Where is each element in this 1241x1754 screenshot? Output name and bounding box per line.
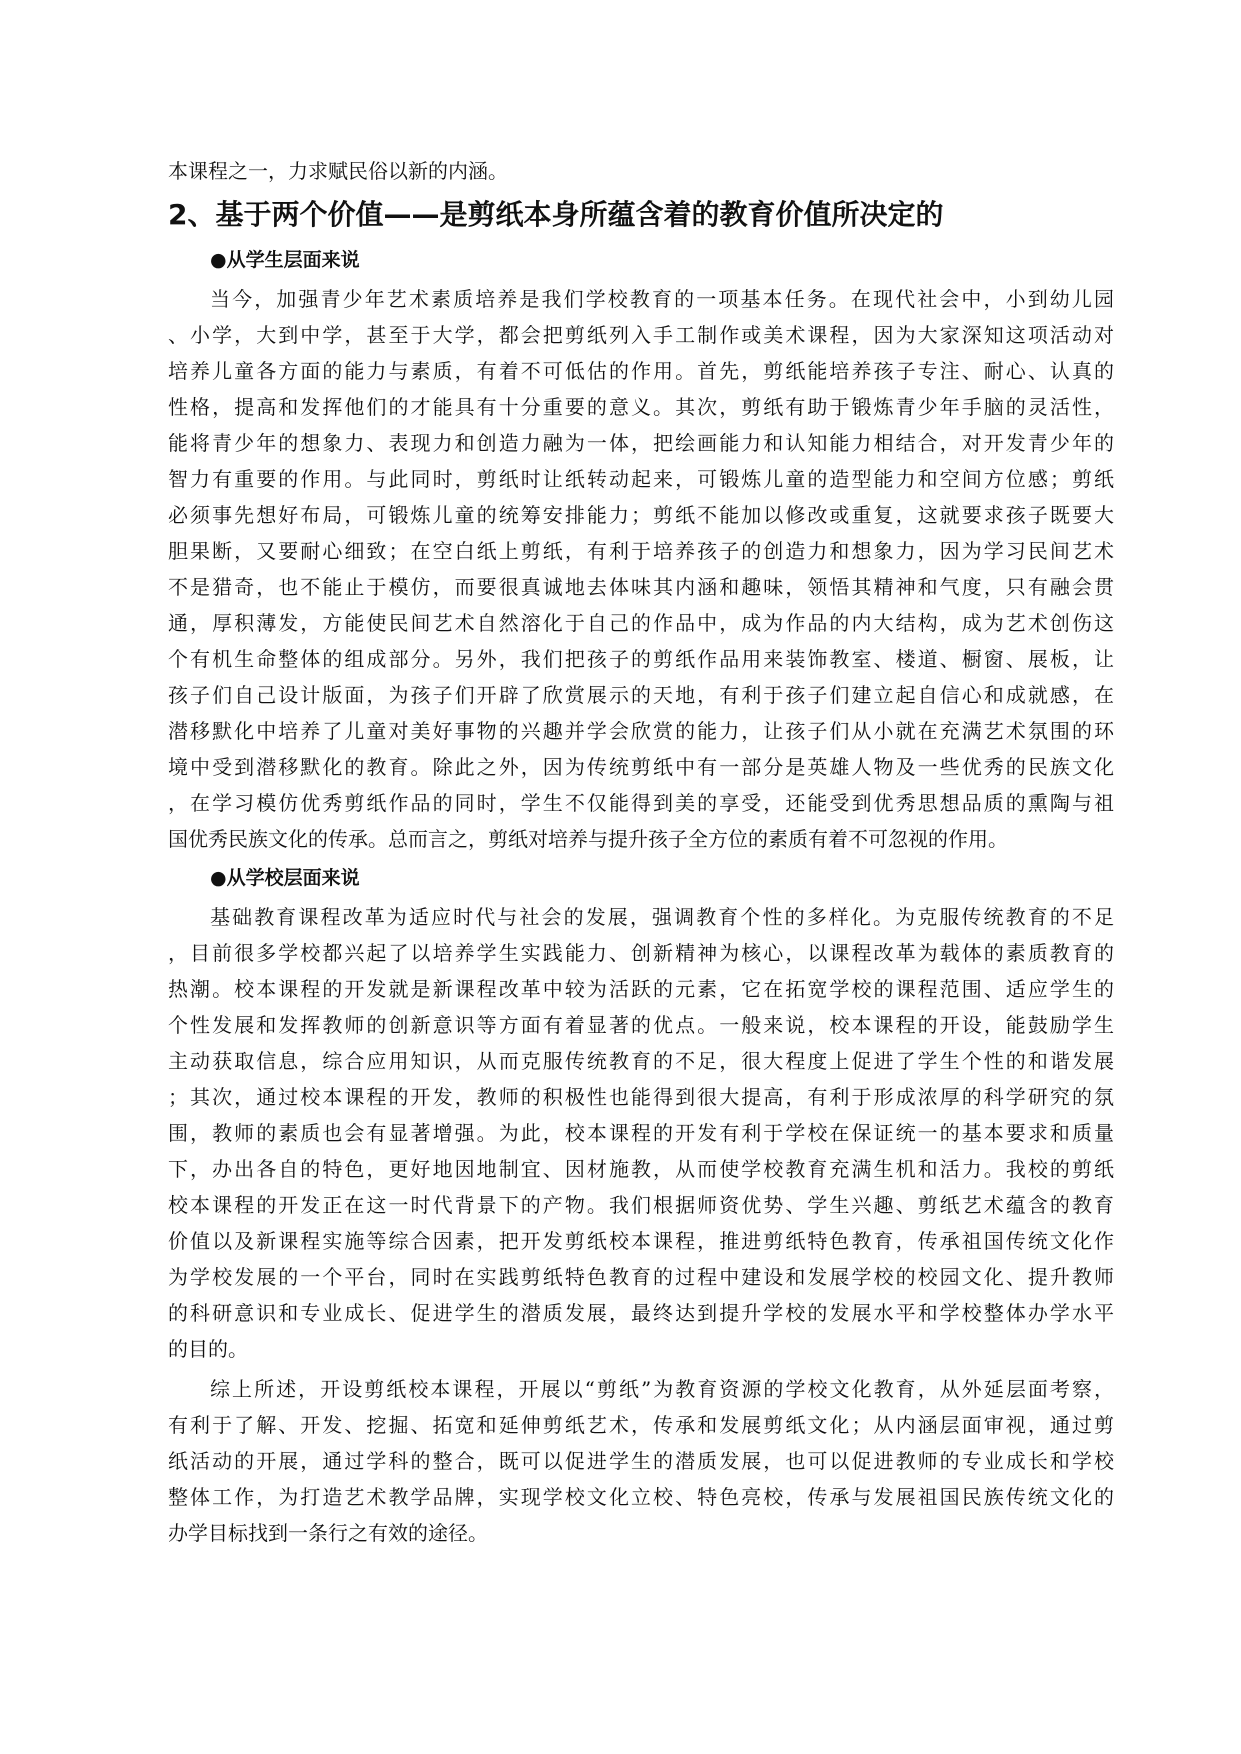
text-line: 热潮。校本课程的开发就是新课程改革中较为活跃的元素，它在拓宽学校的课程范围、适应学生的 <box>168 977 1114 1001</box>
text-line: 智力有重要的作用。与此同时，剪纸时让纸转动起来，可锻炼儿童的造型能力和空间方位感；剪纸 <box>168 467 1114 491</box>
paragraph-school <box>168 899 1114 1367</box>
text-line: 围，教师的素质也会有显著增强。为此，校本课程的开发有利于学校在保证统一的基本要求和质量 <box>168 1121 1114 1145</box>
text-line: 国优秀民族文化的传承。总而言之，剪纸对培养与提升孩子全方位的素质有着不可忽视的作用。 <box>168 827 1008 851</box>
text-line: 培养儿童各方面的能力与素质，有着不可低估的作用。首先，剪纸能培养孩子专注、耐心、认真的 <box>168 359 1114 383</box>
text-line: 综上所述，开设剪纸校本课程，开展以“剪纸”为教育资源的学校文化教育，从外延层面考察， <box>210 1377 1114 1401</box>
text-line: 孩子们自己设计版面，为孩子们开辟了欣赏展示的天地，有利于孩子们建立起自信心和成就感，在 <box>168 683 1114 707</box>
text-line: 校本课程的开发正在这一时代背景下的产物。我们根据师资优势、学生兴趣、剪纸艺术蕴含的教育 <box>168 1193 1114 1217</box>
subhead-school: ●从学校层面来说 <box>210 867 360 889</box>
text-line: 能将青少年的想象力、表现力和创造力融为一体，把绘画能力和认知能力相结合，对开发青少年的 <box>168 431 1114 455</box>
text-line: 必须事先想好布局，可锻炼儿童的统筹安排能力；剪纸不能加以修改或重复，这就要求孩子既要大 <box>168 503 1114 527</box>
text-line: 性格，提高和发挥他们的才能具有十分重要的意义。其次，剪纸有助于锻炼青少年手脑的灵活性， <box>168 395 1114 419</box>
text-line: 境中受到潜移默化的教育。除此之外，因为传统剪纸中有一部分是英雄人物及一些优秀的民族文化 <box>168 755 1114 779</box>
document-body <box>168 153 1114 1555</box>
text-line: 纸活动的开展，通过学科的整合，既可以促进学生的潜质发展，也可以促进教师的专业成长和学校 <box>168 1449 1114 1473</box>
text-line: 个性发展和发挥教师的创新意识等方面有着显著的优点。一般来说，校本课程的开设，能鼓励学生 <box>168 1013 1114 1037</box>
text-line: 基础教育课程改革为适应时代与社会的发展，强调教育个性的多样化。为克服传统教育的不足 <box>210 905 1114 929</box>
text-line: 胆果断，又要耐心细致；在空白纸上剪纸，有利于培养孩子的创造力和想象力，因为学习民间艺术 <box>168 539 1114 563</box>
subhead-student: ●从学生层面来说 <box>210 249 360 271</box>
paragraph-student <box>168 281 1114 857</box>
text-line: 当今，加强青少年艺术素质培养是我们学校教育的一项基本任务。在现代社会中，小到幼儿园 <box>210 287 1114 311</box>
text-line: ；其次，通过校本课程的开发，教师的积极性也能得到很大提高，有利于形成浓厚的科学研究的氛 <box>168 1085 1114 1109</box>
text-line: 潜移默化中培养了儿童对美好事物的兴趣并学会欣赏的能力，让孩子们从小就在充满艺术氛围的环 <box>168 719 1114 743</box>
text-line: 的科研意识和专业成长、促进学生的潜质发展，最终达到提升学校的发展水平和学校整体办学水平 <box>168 1301 1114 1325</box>
text-line: 整体工作，为打造艺术教学品牌，实现学校文化立校、特色亮校，传承与发展祖国民族传统文化的 <box>168 1485 1114 1509</box>
text-line: 价值以及新课程实施等综合因素，把开发剪纸校本课程，推进剪纸特色教育，传承祖国传统文化作 <box>168 1229 1114 1253</box>
text-line: 不是猎奇，也不能止于模仿，而要很真诚地去体味其内涵和趣味，领悟其精神和气度，只有融会贯 <box>168 575 1114 599</box>
text-line: 有利于了解、开发、挖掘、拓宽和延伸剪纸艺术，传承和发展剪纸文化；从内涵层面审视，通过剪 <box>168 1413 1114 1437</box>
text-line: 办学目标找到一条行之有效的途径。 <box>168 1521 488 1545</box>
lead-line: 本课程之一，力求赋民俗以新的内涵。 <box>168 159 508 183</box>
text-line: 、小学，大到中学，甚至于大学，都会把剪纸列入手工制作或美术课程，因为大家深知这项活动对 <box>168 323 1114 347</box>
text-line: ，在学习模仿优秀剪纸作品的同时，学生不仅能得到美的享受，还能受到优秀思想品质的熏陶与祖 <box>168 791 1114 815</box>
text-line: 通，厚积薄发，方能使民间艺术自然溶化于自己的作品中，成为作品的内大结构，成为艺术创伤这 <box>168 611 1114 635</box>
text-line: 个有机生命整体的组成部分。另外，我们把孩子的剪纸作品用来装饰教室、楼道、橱窗、展板，让 <box>168 647 1114 671</box>
text-line: 的目的。 <box>168 1337 248 1361</box>
text-line: 主动获取信息，综合应用知识，从而克服传统教育的不足，很大程度上促进了学生个性的和谐发展 <box>168 1049 1114 1073</box>
text-line: 下，办出各自的特色，更好地因地制宜、因材施教，从而使学校教育充满生机和活力。我校的剪纸 <box>168 1157 1114 1181</box>
text-line: ，目前很多学校都兴起了以培养学生实践能力、创新精神为核心，以课程改革为载体的素质教育的 <box>168 941 1114 965</box>
text-line: 为学校发展的一个平台，同时在实践剪纸特色教育的过程中建设和发展学校的校园文化、提升教师 <box>168 1265 1114 1289</box>
section-heading: 2、基于两个价值——是剪纸本身所蕴含着的教育价值所决定的 <box>168 198 944 231</box>
paragraph-conclusion <box>168 1371 1114 1551</box>
